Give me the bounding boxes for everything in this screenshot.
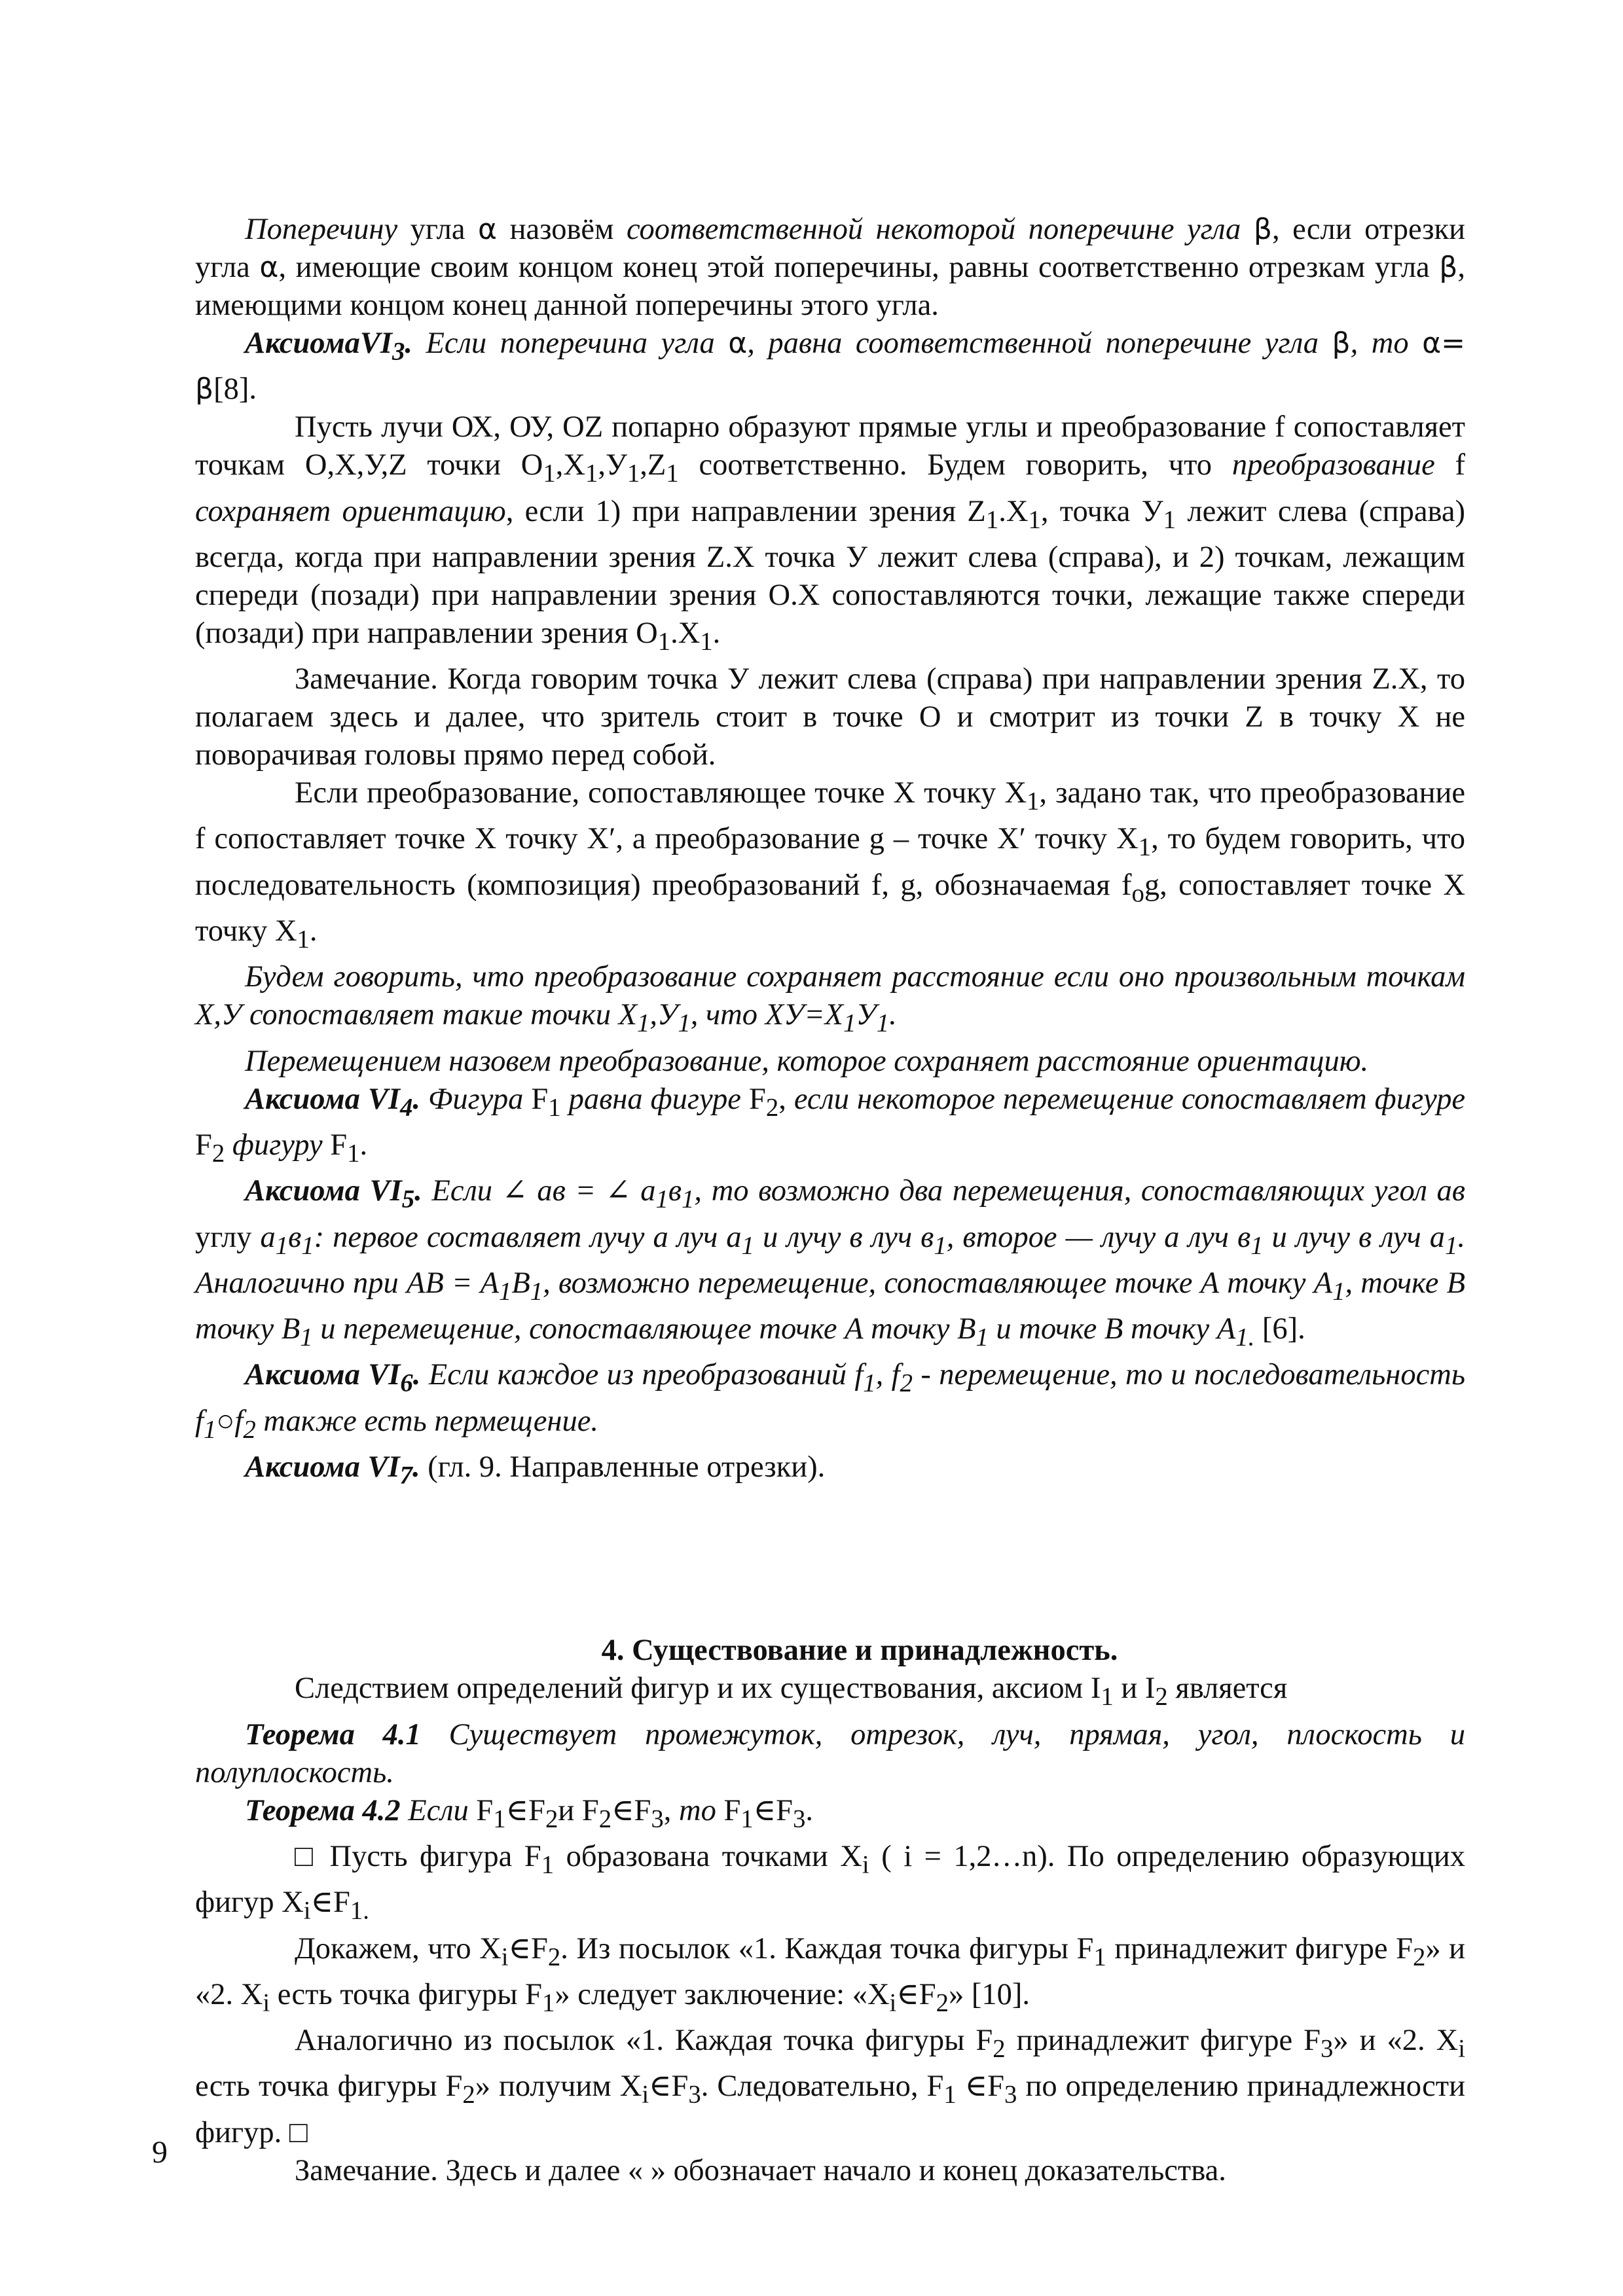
paragraph-proof-step: Докажем, что $X_i\in F_2$. Из посылок «1. Каждая точка фигуры $F_1$ принадлежит фигуре $F_2$» и «2. $X_i$ есть точка фигуры $F_1$» следует заключение: «$X_i\in F_2$» [10]. xyxy=(195,1931,1466,2017)
paragraph-proof-start: □ Пусть фигура $F_1$ образована точками $X_i$ ( i = 1,2…n). По определению образующих фигур $X_i\in F_{1.}$ xyxy=(195,1839,1466,1925)
paragraph-orientation: Пусть лучи ОХ, ОУ, OZ попарно образуют прямые углы и преобразование f сопоставляет точкам O,X,У,Z точки $O_1,X_1,У_1,Z_1$ соответственно. Будем говорить, что преобразование f сохраняет ориентацию, если 1) при направлении зрения $Z_1.X_1$, точка $У_1$ лежит слева (справа) всегда, когда при направлении зрения Z.X точка У лежит слева (справа), и 2) точкам, лежащим спереди (позади) при направлении зрения O.X сопоставляются точки, лежащие также спереди (позади) при направлении зрения $O_1.X_1$. xyxy=(195,410,1466,656)
paragraph-axiom-vi4: Аксиома $VI_4$. Фигура $F_1$ равна фигуре $F_2$, если некоторое перемещение сопоставляет фигуре $F_2$ фигуру $F_1$. xyxy=(195,1082,1466,1168)
paragraph-axiom-vi7: Аксиома $VI_7$. (гл. 9. Направленные отрезки). xyxy=(245,1450,826,1490)
paragraph-theorem-4-1: Теорема 4.1 Существует промежуток, отрезок, луч, прямая, угол, плоскость и полуплоскость. xyxy=(195,1717,1466,1789)
paragraph-axiom-vi3: АксиомаVI$_3$. Если поперечина угла α, равна соответственной поперечине угла β, то α= β[8]. xyxy=(195,327,1465,406)
paragraph-composition: Если преобразование, сопоставляющее точке Х точку $Х_1$, задано так, что преобразование f сопоставляет точке Х точку X′, а преобразование g – точке X′ точку $Х_1$, то будем говорить, что последовательность (композиция) преобразований f, g, обозначаемая $f_og$, сопоставляет точке Х точку $Х_1$. xyxy=(195,776,1465,954)
paragraph-definition-transversal: Поперечину угла α назовём соответственной некоторой поперечине угла β, если отрезки угла α, имеющие своим концом конец этой поперечины, равны соответственно отрезкам угла β, имеющими концом конец данной поперечины этого угла. xyxy=(195,213,1466,322)
paragraph-remark-proof: Замечание. Здесь и далее « » обозначает начало и конец доказательства. xyxy=(295,2153,1226,2187)
section-gap xyxy=(195,1494,1465,1632)
paragraph-corollary: Следствием определений фигур и их существования, аксиом $I_1$ и $I_2$ является xyxy=(295,1672,1288,1711)
page-body xyxy=(195,211,1465,2190)
paragraph-proof-end: Аналогично из посылок «1. Каждая точка фигуры $F_2$ принадлежит фигуре $F_3$» и «2. $X_i$ есть точка фигуры $F_2$» получим $X_i\in F_3$. Следовательно, $F_1$ $\in F_3$ по определению принадлежности фигур. □ xyxy=(195,2024,1466,2149)
page-number: 9 xyxy=(152,2135,168,2170)
paragraph-distance: Будем говорить, что преобразование сохраняет расстояние если оно произвольным точкам Х,У сопоставляет такие точки $Х_1,У_1$, что $ХУ=Х_1У_1$. xyxy=(195,960,1465,1037)
paragraph-axiom-vi6: Аксиома $VI_6$. Если каждое из преобразований $f_1$, $f_2$ - перемещение, то и последовательность $f_1○f_2$ также есть пермещение. xyxy=(195,1358,1465,1444)
paragraph-theorem-4-2: Теорема 4.2 Если $F_1\in F_2и$ $F_2\in F_3$, то $F_1\in F_3$. xyxy=(245,1793,814,1833)
paragraph-motion-definition: Перемещением назовем преобразование, которое сохраняет расстояние ориентацию. xyxy=(245,1044,1369,1078)
section-heading: 4. Существование и принадлежность. xyxy=(601,1634,1118,1668)
paragraph-remark-view: Замечание. Когда говорим точка У лежит слева (справа) при направлении зрения Z.X, то полагаем здесь и далее, что зритель стоит в точке О и смотрит из точки Z в точку X не поворачивая головы прямо перед собой. xyxy=(195,662,1465,772)
paragraph-axiom-vi5: Аксиома $VI_5$. Если ∠ ав = ∠ $а_1в_1$, то возможно два перемещения, сопоставляющих угол ав углу $а_1в_1$: первое составляет лучу а луч $а_1$ и лучу в луч $в_1$, второе — лучу а луч $в_1$ и лучу в луч $а_1$. Аналогично при АВ = $А_1В_1$, возможно перемещение, сопоставляющее точке А точку $А_1$, точке В точку $В_1$ и перемещение, сопоставляющее точке А точку $В_1$ и точке В точку $А_{1.}$ [6]. xyxy=(195,1174,1466,1352)
